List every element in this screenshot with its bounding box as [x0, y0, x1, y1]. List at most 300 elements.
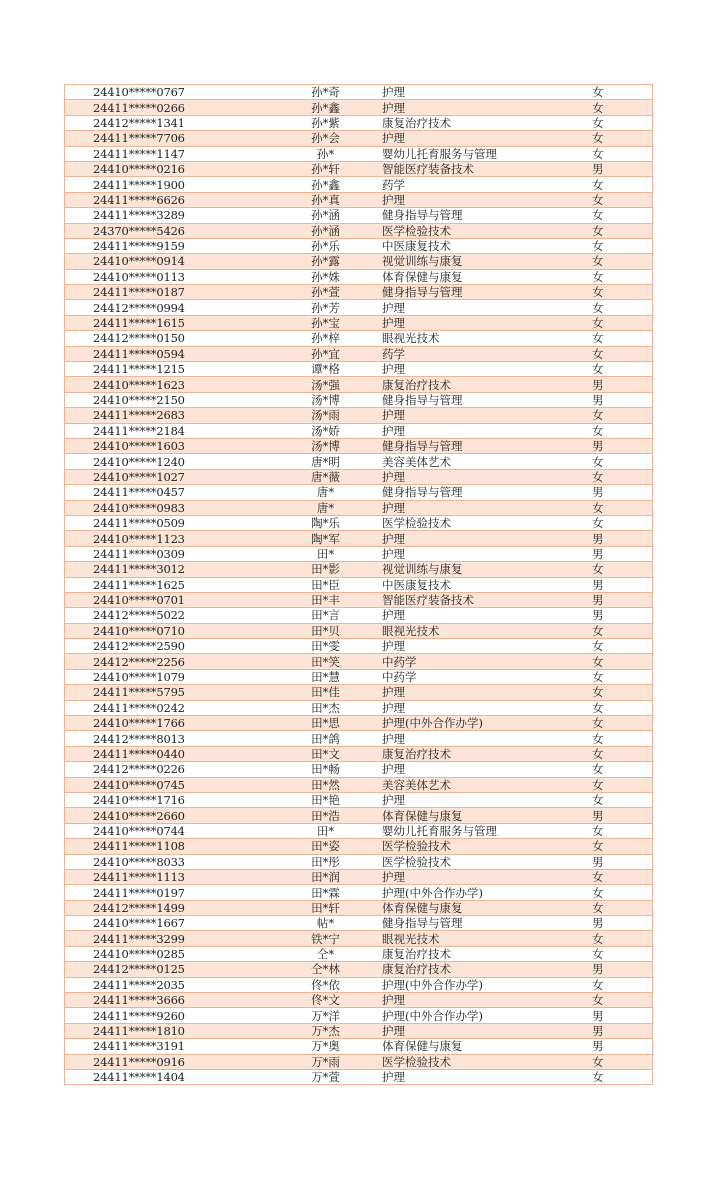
table-row — [65, 115, 653, 130]
gender-cell: 女 — [592, 315, 653, 330]
major-cell: 健身指导与管理 — [382, 392, 592, 407]
student-name-cell: 田*杰 — [269, 700, 382, 715]
gender-cell: 女 — [592, 562, 653, 577]
gender-cell: 女 — [592, 685, 653, 700]
table-row — [65, 269, 653, 284]
gender-cell: 女 — [592, 654, 653, 669]
student-name-cell: 田*影 — [269, 562, 382, 577]
major-cell: 护理 — [382, 792, 592, 807]
table-row — [65, 300, 653, 315]
student-name-cell: 孙*露 — [269, 254, 382, 269]
table-row — [65, 500, 653, 515]
gender-cell: 女 — [592, 777, 653, 792]
student-name-cell: 孙*萱 — [269, 285, 382, 300]
major-cell: 健身指导与管理 — [382, 485, 592, 500]
major-cell: 护理 — [382, 869, 592, 884]
table-row — [65, 577, 653, 592]
student-id-cell: 24410*****1766 — [65, 716, 270, 731]
student-id-cell: 24411*****0197 — [65, 885, 270, 900]
major-cell: 康复治疗技术 — [382, 377, 592, 392]
gender-cell: 女 — [592, 839, 653, 854]
student-id-cell: 24411*****0916 — [65, 1054, 270, 1069]
student-name-cell: 陶*乐 — [269, 515, 382, 530]
student-id-cell: 24411*****5795 — [65, 685, 270, 700]
student-id-cell: 24410*****1603 — [65, 438, 270, 453]
student-id-cell: 24410*****0745 — [65, 777, 270, 792]
gender-cell: 男 — [592, 161, 653, 176]
student-id-cell: 24410*****0216 — [65, 161, 270, 176]
table-row — [65, 238, 653, 253]
major-cell: 康复治疗技术 — [382, 962, 592, 977]
student-name-cell: 田*雯 — [269, 639, 382, 654]
student-name-cell: 田*言 — [269, 608, 382, 623]
table-row — [65, 131, 653, 146]
gender-cell: 男 — [592, 377, 653, 392]
student-id-cell: 24410*****1240 — [65, 454, 270, 469]
gender-cell: 女 — [592, 515, 653, 530]
student-name-cell: 万*杰 — [269, 1023, 382, 1038]
gender-cell: 女 — [592, 115, 653, 130]
major-cell: 护理 — [382, 608, 592, 623]
student-id-cell: 24411*****2035 — [65, 977, 270, 992]
student-id-cell: 24410*****0914 — [65, 254, 270, 269]
table-row — [65, 869, 653, 884]
major-cell: 护理(中外合作办学) — [382, 885, 592, 900]
table-row — [65, 946, 653, 961]
gender-cell: 女 — [592, 208, 653, 223]
gender-cell: 女 — [592, 269, 653, 284]
table-row — [65, 654, 653, 669]
major-cell: 护理 — [382, 762, 592, 777]
student-id-cell: 24410*****2150 — [65, 392, 270, 407]
student-list-table — [64, 84, 653, 1085]
student-name-cell: 孙*涵 — [269, 208, 382, 223]
student-name-cell: 田*艳 — [269, 792, 382, 807]
student-id-cell: 24412*****0226 — [65, 762, 270, 777]
major-cell: 中药学 — [382, 669, 592, 684]
major-cell: 护理 — [382, 700, 592, 715]
major-cell: 护理 — [382, 731, 592, 746]
student-name-cell: 孙*鑫 — [269, 100, 382, 115]
gender-cell: 男 — [592, 485, 653, 500]
student-name-cell: 田*思 — [269, 716, 382, 731]
student-id-cell: 24411*****1615 — [65, 315, 270, 330]
student-id-cell: 24411*****0187 — [65, 285, 270, 300]
gender-cell: 女 — [592, 823, 653, 838]
student-id-cell: 24412*****1341 — [65, 115, 270, 130]
table-row — [65, 438, 653, 453]
major-cell: 美容美体艺术 — [382, 777, 592, 792]
major-cell: 护理(中外合作办学) — [382, 716, 592, 731]
table-row — [65, 408, 653, 423]
student-id-cell: 24410*****0767 — [65, 85, 270, 100]
student-id-cell: 24410*****0701 — [65, 592, 270, 607]
student-name-cell: 唐* — [269, 485, 382, 500]
gender-cell: 男 — [592, 392, 653, 407]
major-cell: 护理 — [382, 423, 592, 438]
table-row — [65, 639, 653, 654]
student-id-cell: 24411*****1810 — [65, 1023, 270, 1038]
gender-cell: 女 — [592, 146, 653, 161]
gender-cell: 女 — [592, 500, 653, 515]
table-row — [65, 839, 653, 854]
table-row — [65, 161, 653, 176]
major-cell: 中医康复技术 — [382, 238, 592, 253]
student-id-cell: 24412*****0150 — [65, 331, 270, 346]
student-id-cell: 24411*****0266 — [65, 100, 270, 115]
student-name-cell: 汤*博 — [269, 438, 382, 453]
table-row — [65, 423, 653, 438]
major-cell: 药学 — [382, 177, 592, 192]
major-cell: 护理(中外合作办学) — [382, 977, 592, 992]
major-cell: 护理 — [382, 408, 592, 423]
gender-cell: 女 — [592, 885, 653, 900]
major-cell: 智能医疗装备技术 — [382, 592, 592, 607]
gender-cell: 女 — [592, 192, 653, 207]
student-id-cell: 24410*****1667 — [65, 916, 270, 931]
gender-cell: 女 — [592, 254, 653, 269]
major-cell: 护理 — [382, 1023, 592, 1038]
student-name-cell: 孙*真 — [269, 192, 382, 207]
student-name-cell: 汤*博 — [269, 392, 382, 407]
major-cell: 健身指导与管理 — [382, 285, 592, 300]
student-name-cell: 田*润 — [269, 869, 382, 884]
major-cell: 中药学 — [382, 654, 592, 669]
student-id-cell: 24412*****8013 — [65, 731, 270, 746]
gender-cell: 女 — [592, 423, 653, 438]
gender-cell: 女 — [592, 177, 653, 192]
student-name-cell: 仝*林 — [269, 962, 382, 977]
student-name-cell: 田*贝 — [269, 623, 382, 638]
table-row — [65, 731, 653, 746]
student-id-cell: 24410*****1027 — [65, 469, 270, 484]
gender-cell: 女 — [592, 100, 653, 115]
student-id-cell: 24412*****0994 — [65, 300, 270, 315]
table-row — [65, 331, 653, 346]
table-row — [65, 177, 653, 192]
table-row — [65, 854, 653, 869]
student-id-cell: 24411*****0457 — [65, 485, 270, 500]
major-cell: 健身指导与管理 — [382, 438, 592, 453]
table-row — [65, 792, 653, 807]
student-id-cell: 24410*****1079 — [65, 669, 270, 684]
major-cell: 婴幼儿托育服务与管理 — [382, 146, 592, 161]
student-id-cell: 24411*****2184 — [65, 423, 270, 438]
table-row — [65, 377, 653, 392]
major-cell: 眼视光技术 — [382, 931, 592, 946]
table-row — [65, 669, 653, 684]
student-id-cell: 24411*****6626 — [65, 192, 270, 207]
gender-cell: 女 — [592, 700, 653, 715]
table-row — [65, 531, 653, 546]
major-cell: 护理 — [382, 639, 592, 654]
student-name-cell: 孙* — [269, 146, 382, 161]
gender-cell: 男 — [592, 577, 653, 592]
gender-cell: 女 — [592, 716, 653, 731]
gender-cell: 男 — [592, 1023, 653, 1038]
student-name-cell: 汤*娇 — [269, 423, 382, 438]
student-name-cell: 田* — [269, 546, 382, 561]
gender-cell: 女 — [592, 762, 653, 777]
major-cell: 护理 — [382, 993, 592, 1008]
major-cell: 医学检验技术 — [382, 839, 592, 854]
table-row — [65, 823, 653, 838]
student-name-cell: 孙*会 — [269, 131, 382, 146]
gender-cell: 女 — [592, 285, 653, 300]
major-cell: 体育保健与康复 — [382, 808, 592, 823]
table-row — [65, 546, 653, 561]
student-id-cell: 24411*****3012 — [65, 562, 270, 577]
major-cell: 智能医疗装备技术 — [382, 161, 592, 176]
major-cell: 护理 — [382, 100, 592, 115]
student-name-cell: 陶*军 — [269, 531, 382, 546]
major-cell: 康复治疗技术 — [382, 746, 592, 761]
student-name-cell: 万*雨 — [269, 1054, 382, 1069]
student-id-cell: 24411*****0440 — [65, 746, 270, 761]
student-id-cell: 24411*****1215 — [65, 362, 270, 377]
student-id-cell: 24411*****1147 — [65, 146, 270, 161]
major-cell: 视觉训练与康复 — [382, 254, 592, 269]
table-row — [65, 485, 653, 500]
table-row — [65, 608, 653, 623]
major-cell: 护理 — [382, 85, 592, 100]
student-id-cell: 24370*****5426 — [65, 223, 270, 238]
gender-cell: 女 — [592, 946, 653, 961]
student-id-cell: 24411*****3666 — [65, 993, 270, 1008]
table-row — [65, 592, 653, 607]
table-row — [65, 700, 653, 715]
gender-cell: 女 — [592, 300, 653, 315]
gender-cell: 男 — [592, 1008, 653, 1023]
major-cell: 护理 — [382, 300, 592, 315]
student-name-cell: 田*鸽 — [269, 731, 382, 746]
table-row — [65, 362, 653, 377]
table-row — [65, 1070, 653, 1085]
student-name-cell: 田*笑 — [269, 654, 382, 669]
student-id-cell: 24410*****0710 — [65, 623, 270, 638]
major-cell: 护理 — [382, 685, 592, 700]
table-row — [65, 346, 653, 361]
student-name-cell: 万*萱 — [269, 1070, 382, 1085]
student-name-cell: 孙*紫 — [269, 115, 382, 130]
gender-cell: 男 — [592, 546, 653, 561]
student-name-cell: 田*彤 — [269, 854, 382, 869]
table-row — [65, 931, 653, 946]
student-id-cell: 24410*****0744 — [65, 823, 270, 838]
student-name-cell: 万*奥 — [269, 1039, 382, 1054]
major-cell: 体育保健与康复 — [382, 269, 592, 284]
gender-cell: 女 — [592, 85, 653, 100]
student-id-cell: 24411*****0594 — [65, 346, 270, 361]
gender-cell: 女 — [592, 792, 653, 807]
student-name-cell: 田*姿 — [269, 839, 382, 854]
major-cell: 美容美体艺术 — [382, 454, 592, 469]
gender-cell: 男 — [592, 808, 653, 823]
student-id-cell: 24410*****2660 — [65, 808, 270, 823]
student-id-cell: 24410*****0285 — [65, 946, 270, 961]
gender-cell: 女 — [592, 639, 653, 654]
table-row — [65, 885, 653, 900]
table-row — [65, 146, 653, 161]
table-row — [65, 1008, 653, 1023]
gender-cell: 女 — [592, 1070, 653, 1085]
table-row — [65, 962, 653, 977]
student-name-cell: 孙*乐 — [269, 238, 382, 253]
major-cell: 护理 — [382, 192, 592, 207]
table-row — [65, 762, 653, 777]
student-name-cell: 田*佳 — [269, 685, 382, 700]
student-id-cell: 24411*****1108 — [65, 839, 270, 854]
table-row — [65, 808, 653, 823]
student-id-cell: 24412*****1499 — [65, 900, 270, 915]
student-id-cell: 24411*****1404 — [65, 1070, 270, 1085]
major-cell: 医学检验技术 — [382, 223, 592, 238]
gender-cell: 女 — [592, 746, 653, 761]
student-name-cell: 孙*鑫 — [269, 177, 382, 192]
student-name-cell: 田*丰 — [269, 592, 382, 607]
table-row — [65, 746, 653, 761]
gender-cell: 男 — [592, 962, 653, 977]
major-cell: 眼视光技术 — [382, 623, 592, 638]
student-name-cell: 佟*文 — [269, 993, 382, 1008]
table-row — [65, 285, 653, 300]
gender-cell: 女 — [592, 977, 653, 992]
major-cell: 护理 — [382, 469, 592, 484]
major-cell: 护理 — [382, 531, 592, 546]
student-name-cell: 仝* — [269, 946, 382, 961]
table-row — [65, 685, 653, 700]
student-name-cell: 孙*芳 — [269, 300, 382, 315]
major-cell: 体育保健与康复 — [382, 1039, 592, 1054]
table-row — [65, 254, 653, 269]
table-row — [65, 515, 653, 530]
gender-cell: 男 — [592, 608, 653, 623]
major-cell: 健身指导与管理 — [382, 916, 592, 931]
student-id-cell: 24411*****0309 — [65, 546, 270, 561]
student-name-cell: 孙*宝 — [269, 315, 382, 330]
table-row — [65, 900, 653, 915]
table-row — [65, 85, 653, 100]
student-id-cell: 24411*****0242 — [65, 700, 270, 715]
table-row — [65, 623, 653, 638]
student-id-cell: 24411*****1113 — [65, 869, 270, 884]
table-row — [65, 562, 653, 577]
student-name-cell: 汤*强 — [269, 377, 382, 392]
gender-cell: 女 — [592, 469, 653, 484]
major-cell: 健身指导与管理 — [382, 208, 592, 223]
student-name-cell: 孙*轩 — [269, 161, 382, 176]
student-name-cell: 田*浩 — [269, 808, 382, 823]
gender-cell: 男 — [592, 1039, 653, 1054]
major-cell: 婴幼儿托育服务与管理 — [382, 823, 592, 838]
student-id-cell: 24410*****1123 — [65, 531, 270, 546]
student-id-cell: 24411*****7706 — [65, 131, 270, 146]
gender-cell: 男 — [592, 916, 653, 931]
gender-cell: 女 — [592, 993, 653, 1008]
table-row — [65, 716, 653, 731]
gender-cell: 女 — [592, 408, 653, 423]
table-row — [65, 916, 653, 931]
student-id-cell: 24411*****0509 — [65, 515, 270, 530]
table-row — [65, 223, 653, 238]
gender-cell: 男 — [592, 854, 653, 869]
major-cell: 眼视光技术 — [382, 331, 592, 346]
student-id-cell: 24411*****1625 — [65, 577, 270, 592]
student-name-cell: 孙*宜 — [269, 346, 382, 361]
student-name-cell: 万*洋 — [269, 1008, 382, 1023]
table-body — [65, 85, 653, 1085]
student-name-cell: 田*臣 — [269, 577, 382, 592]
gender-cell: 女 — [592, 669, 653, 684]
student-name-cell: 唐* — [269, 500, 382, 515]
gender-cell: 男 — [592, 531, 653, 546]
table-row — [65, 1054, 653, 1069]
major-cell: 医学检验技术 — [382, 515, 592, 530]
table-row — [65, 208, 653, 223]
table-row — [65, 1039, 653, 1054]
gender-cell: 男 — [592, 592, 653, 607]
student-name-cell: 谭*格 — [269, 362, 382, 377]
major-cell: 康复治疗技术 — [382, 946, 592, 961]
student-id-cell: 24411*****9260 — [65, 1008, 270, 1023]
gender-cell: 女 — [592, 731, 653, 746]
major-cell: 护理 — [382, 500, 592, 515]
student-name-cell: 田*然 — [269, 777, 382, 792]
student-id-cell: 24411*****3299 — [65, 931, 270, 946]
major-cell: 护理 — [382, 1070, 592, 1085]
gender-cell: 女 — [592, 623, 653, 638]
table-row — [65, 192, 653, 207]
student-name-cell: 铁*宁 — [269, 931, 382, 946]
gender-cell: 女 — [592, 362, 653, 377]
student-name-cell: 佟*依 — [269, 977, 382, 992]
student-id-cell: 24410*****1716 — [65, 792, 270, 807]
student-name-cell: 孙*涵 — [269, 223, 382, 238]
student-name-cell: 帖* — [269, 916, 382, 931]
gender-cell: 女 — [592, 1054, 653, 1069]
student-id-cell: 24411*****2683 — [65, 408, 270, 423]
gender-cell: 女 — [592, 223, 653, 238]
major-cell: 护理 — [382, 362, 592, 377]
student-name-cell: 唐*明 — [269, 454, 382, 469]
student-id-cell: 24410*****0113 — [65, 269, 270, 284]
major-cell: 护理 — [382, 546, 592, 561]
major-cell: 中医康复技术 — [382, 577, 592, 592]
table-row — [65, 977, 653, 992]
student-name-cell: 孙*奇 — [269, 85, 382, 100]
table-row — [65, 100, 653, 115]
student-id-cell: 24411*****1900 — [65, 177, 270, 192]
gender-cell: 女 — [592, 869, 653, 884]
student-name-cell: 田*文 — [269, 746, 382, 761]
student-name-cell: 田*霖 — [269, 885, 382, 900]
table-row — [65, 392, 653, 407]
gender-cell: 女 — [592, 238, 653, 253]
table-row — [65, 469, 653, 484]
student-id-cell: 24412*****0125 — [65, 962, 270, 977]
student-name-cell: 田*轩 — [269, 900, 382, 915]
student-name-cell: 田* — [269, 823, 382, 838]
table-row — [65, 1023, 653, 1038]
student-id-cell: 24411*****3289 — [65, 208, 270, 223]
major-cell: 护理 — [382, 315, 592, 330]
major-cell: 康复治疗技术 — [382, 115, 592, 130]
student-id-cell: 24412*****5022 — [65, 608, 270, 623]
student-id-cell: 24411*****3191 — [65, 1039, 270, 1054]
student-name-cell: 田*慧 — [269, 669, 382, 684]
major-cell: 护理 — [382, 131, 592, 146]
student-name-cell: 孙*梓 — [269, 331, 382, 346]
